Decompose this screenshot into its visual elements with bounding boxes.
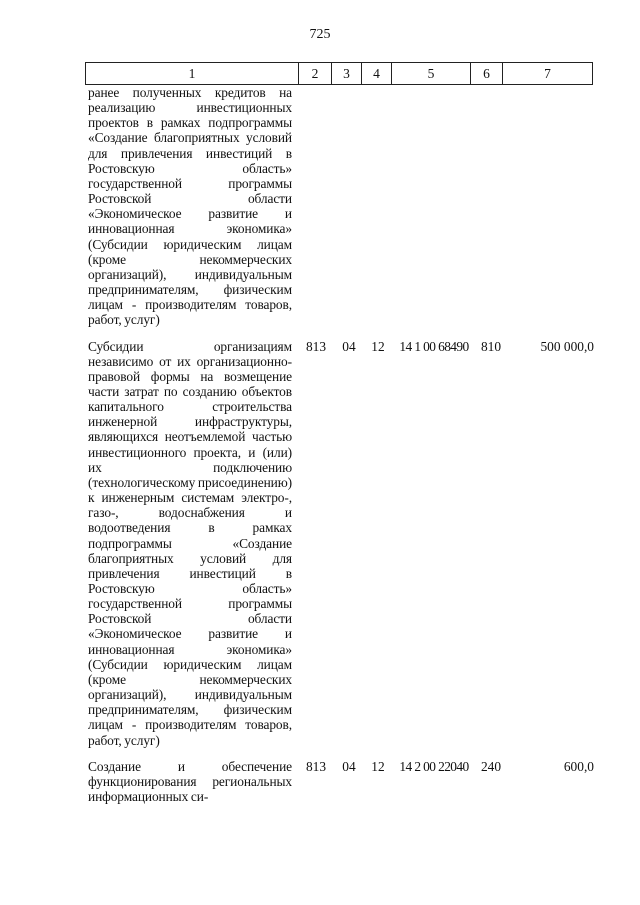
column-header-table <box>85 62 593 85</box>
column-header-1: 1 <box>86 63 299 85</box>
table-body <box>0 85 640 804</box>
column-header-row <box>86 63 593 85</box>
row-expense-type-code: 240 <box>480 758 502 774</box>
column-header-2: 2 <box>299 63 332 85</box>
row-amount: 600,0 <box>563 758 594 774</box>
column-header-7: 7 <box>503 63 593 85</box>
row-spacer <box>0 748 640 759</box>
row-expense-type-code: 810 <box>480 338 502 354</box>
table-row <box>0 759 640 804</box>
table-row <box>0 339 640 748</box>
row-description: ранее полученных кредитов на реализацию инвестиционных проектов в рамках подпрограммы «Создание благоприятных условий для привлечения инвестиций в Ростовскую область» государственной программы Ростовской области «Экономическое развитие и инновационная экономика» (Субсидии юридическим лицам (кроме некоммерческих организаций), индивидуальным предпринимателям, физическим лицам - производителям товаров, работ, услуг) <box>88 85 292 328</box>
row-spacer <box>0 328 640 339</box>
column-header-5: 5 <box>392 63 471 85</box>
table-row <box>0 85 640 328</box>
row-subsection-code: 12 <box>371 758 385 774</box>
column-header-4: 4 <box>362 63 392 85</box>
column-header-6: 6 <box>471 63 503 85</box>
row-ministry-code: 813 <box>305 338 327 354</box>
row-amount: 500 000,0 <box>540 338 594 354</box>
row-description: Субсидии организациям независимо от их организационно-правовой формы на возмещение части затрат по созданию объектов капитального строительства инженерной инфраструктуры, являющихся неотъемлемой частью инвестиционного проекта, и (или) их подключению (технологическому присоединению) к инженерным системам электро-, газо-, водоснабжения и водоотведения в рамках подпрограммы «Создание благоприятных условий для привлечения инвестиций в Ростовскую область» государственной программы Ростовской области «Экономическое развитие и инновационная экономика» (Субсидии юридическим лицам (кроме некоммерческих организаций), индивидуальным предпринимателям, физическим лицам - производителям товаров, работ, услуг) <box>88 338 293 748</box>
row-subsection-code: 12 <box>371 338 385 354</box>
row-target-article-code: 14 1 00 68490 <box>399 338 469 354</box>
row-target-article-code: 14 2 00 22040 <box>399 758 469 774</box>
row-ministry-code: 813 <box>305 758 327 774</box>
column-header-3: 3 <box>332 63 362 85</box>
row-description: Создание и обеспечение функционирования региональных информационных си- <box>88 758 292 805</box>
page-number: 725 <box>309 27 331 42</box>
row-section-code: 04 <box>342 758 356 774</box>
row-section-code: 04 <box>342 338 356 354</box>
